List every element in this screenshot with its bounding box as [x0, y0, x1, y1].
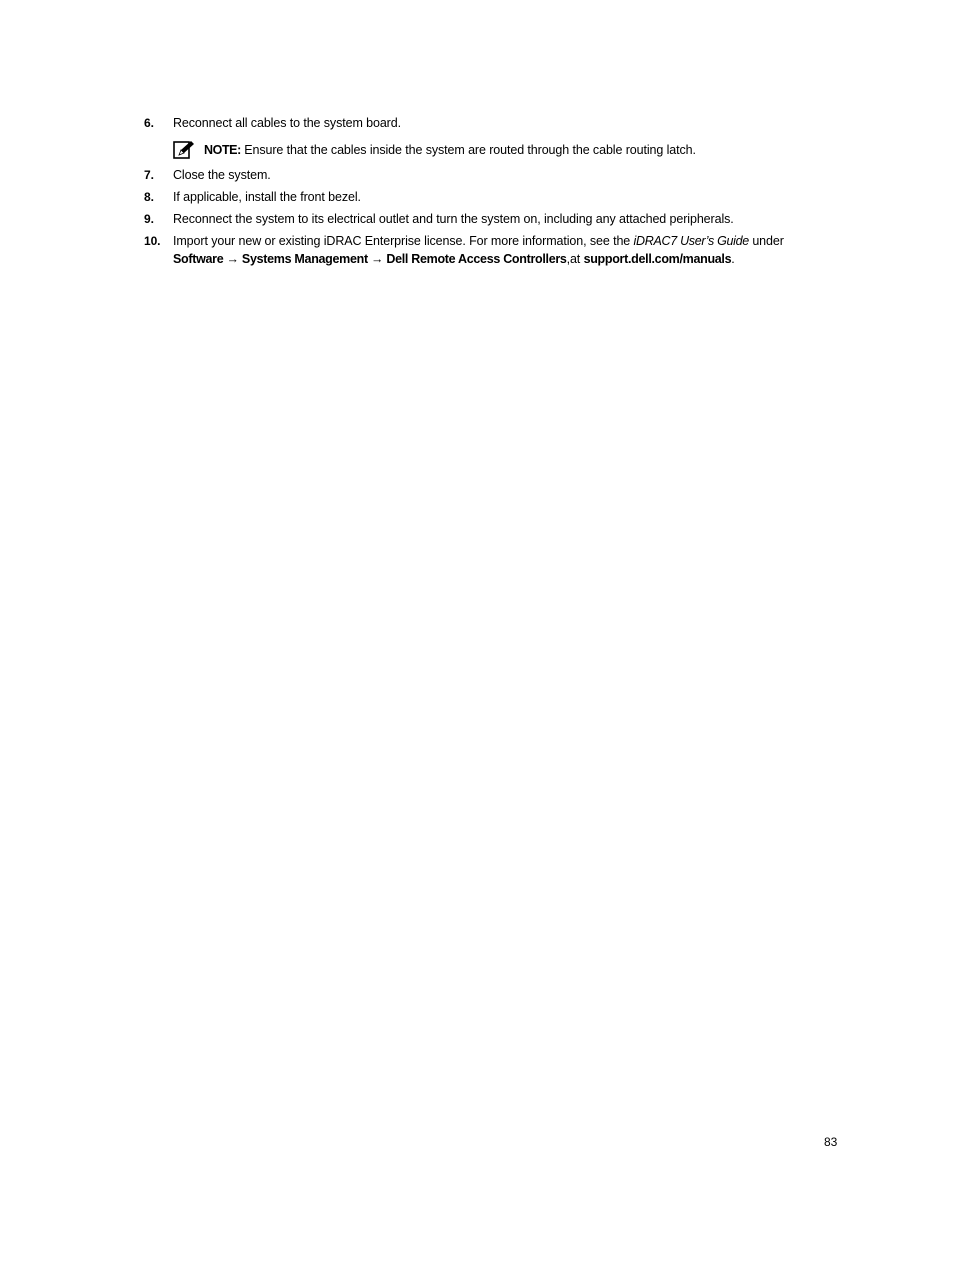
step-7: [144, 166, 844, 184]
step-number: 6.: [144, 116, 154, 130]
step-text-under: under: [748, 234, 784, 248]
step-text-intro: Import your new or existing iDRAC Enterprise license. For more information, see the: [173, 234, 634, 248]
step-10: [144, 232, 844, 268]
step-9: [144, 210, 844, 228]
step-text: [173, 232, 844, 268]
note-text: Ensure that the cables inside the system are routed through the cable routing latch.: [240, 143, 696, 157]
step-number: 7.: [144, 168, 154, 182]
step-number: 10.: [144, 234, 161, 248]
guide-title: iDRAC7 User’s Guide: [633, 234, 749, 248]
step-text: Reconnect the system to its electrical outlet and turn the system on, including any attached peripherals.: [173, 212, 734, 226]
step-text-at: ,at: [566, 252, 584, 266]
step-number: 8.: [144, 190, 154, 204]
note-label: NOTE:: [204, 143, 241, 157]
menu-path: Software → Systems Management → Dell Remote Access Controllers: [173, 252, 567, 266]
step-6: [144, 114, 844, 132]
support-url-link[interactable]: support.dell.com/manuals: [583, 252, 732, 266]
step-8: [144, 188, 844, 206]
step-text: If applicable, install the front bezel.: [173, 190, 361, 204]
step-number: 9.: [144, 212, 154, 226]
procedure-steps: [144, 114, 844, 272]
step-text-end: .: [731, 252, 735, 266]
pencil-note-icon: [173, 140, 195, 160]
step-text: Close the system.: [173, 168, 271, 182]
page-number: 83: [824, 1135, 838, 1149]
note-block: [173, 141, 844, 160]
note-content: [204, 141, 844, 159]
step-text: Reconnect all cables to the system board.: [173, 116, 401, 130]
